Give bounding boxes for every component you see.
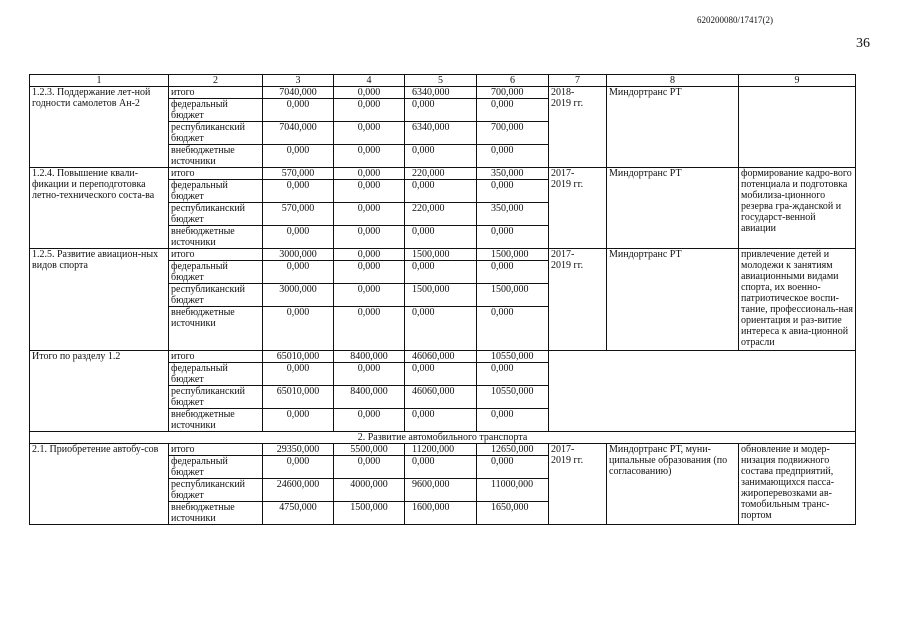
year-2018-cell: 0,000 [405, 409, 477, 432]
year-2017-cell: 0,000 [334, 261, 405, 284]
funding-source-cell: внебюджетные источники [169, 409, 263, 432]
header-cell: 7 [549, 75, 607, 87]
year-2017-cell: 0,000 [334, 180, 405, 203]
year-2018-cell: 0,000 [405, 180, 477, 203]
year-2017-cell: 0,000 [334, 99, 405, 122]
year-2017-cell: 4000,000 [334, 479, 405, 502]
year-2018-cell: 220,000 [405, 168, 477, 180]
year-2017-cell: 8400,000 [334, 386, 405, 409]
year-2017-cell: 0,000 [334, 226, 405, 249]
year-2017-cell: 0,000 [334, 409, 405, 432]
header-cell: 3 [263, 75, 334, 87]
year-2019-cell: 0,000 [477, 307, 549, 351]
executor-cell: Миндортранс РТ [607, 87, 739, 168]
period-cell: 2017- 2019 гг. [549, 168, 607, 249]
year-2019-cell: 0,000 [477, 180, 549, 203]
period-cell: 2017- 2019 гг. [549, 249, 607, 351]
funding-source-cell: республиканский бюджет [169, 122, 263, 145]
table-row [30, 351, 856, 363]
table-row [30, 444, 856, 456]
year-2019-cell: 350,000 [477, 203, 549, 226]
year-2017-cell: 0,000 [334, 363, 405, 386]
total-amount-cell: 65010,000 [263, 386, 334, 409]
year-2017-cell: 0,000 [334, 168, 405, 180]
year-2017-cell: 8400,000 [334, 351, 405, 363]
document-number: 620200080/17417(2) [697, 15, 773, 25]
year-2018-cell: 9600,000 [405, 479, 477, 502]
funding-source-cell: федеральный бюджет [169, 99, 263, 122]
total-amount-cell: 0,000 [263, 409, 334, 432]
table-row [30, 249, 856, 261]
total-amount-cell: 0,000 [263, 261, 334, 284]
header-cell: 5 [405, 75, 477, 87]
measure-name-cell: 1.2.3. Поддержание лет-ной годности самолетов Ан-2 [30, 87, 169, 168]
year-2019-cell: 1650,000 [477, 502, 549, 525]
measure-name-cell: Итого по разделу 1.2 [30, 351, 169, 432]
funding-source-cell: внебюджетные источники [169, 502, 263, 525]
total-amount-cell: 7040,000 [263, 122, 334, 145]
total-amount-cell: 7040,000 [263, 87, 334, 99]
period-cell: 2017- 2019 гг. [549, 444, 607, 525]
year-2018-cell: 0,000 [405, 307, 477, 351]
funding-source-cell: республиканский бюджет [169, 386, 263, 409]
total-amount-cell: 0,000 [263, 456, 334, 479]
year-2019-cell: 350,000 [477, 168, 549, 180]
total-amount-cell: 29350,000 [263, 444, 334, 456]
total-amount-cell: 3000,000 [263, 249, 334, 261]
year-2018-cell: 0,000 [405, 145, 477, 168]
year-2018-cell: 0,000 [405, 226, 477, 249]
year-2019-cell: 0,000 [477, 226, 549, 249]
year-2018-cell: 0,000 [405, 456, 477, 479]
funding-source-cell: республиканский бюджет [169, 479, 263, 502]
year-2018-cell: 46060,000 [405, 386, 477, 409]
year-2018-cell: 46060,000 [405, 351, 477, 363]
empty-cell [549, 351, 856, 432]
result-cell: привлечение детей и молодежи к занятиям авиационными видами спорта, их военно-патриотическое воспи-тание, профессиональ-ная ориентация и раз-витие интереса к авиа-ционной отрасли [739, 249, 856, 351]
year-2019-cell: 0,000 [477, 261, 549, 284]
header-cell: 6 [477, 75, 549, 87]
total-amount-cell: 65010,000 [263, 351, 334, 363]
total-amount-cell: 0,000 [263, 180, 334, 203]
total-amount-cell: 570,000 [263, 203, 334, 226]
year-2017-cell: 5500,000 [334, 444, 405, 456]
year-2017-cell: 0,000 [334, 122, 405, 145]
funding-source-cell: итого [169, 351, 263, 363]
year-2018-cell: 1600,000 [405, 502, 477, 525]
year-2018-cell: 0,000 [405, 363, 477, 386]
funding-source-cell: внебюджетные источники [169, 307, 263, 351]
year-2017-cell: 0,000 [334, 284, 405, 307]
year-2019-cell: 0,000 [477, 99, 549, 122]
year-2018-cell: 1500,000 [405, 284, 477, 307]
funding-source-cell: федеральный бюджет [169, 261, 263, 284]
year-2019-cell: 0,000 [477, 456, 549, 479]
table-row [30, 168, 856, 180]
funding-source-cell: итого [169, 168, 263, 180]
executor-cell: Миндортранс РТ, муни-ципальные образования (по согласованию) [607, 444, 739, 525]
funding-source-cell: внебюджетные источники [169, 226, 263, 249]
year-2019-cell: 10550,000 [477, 386, 549, 409]
year-2017-cell: 0,000 [334, 87, 405, 99]
total-amount-cell: 0,000 [263, 145, 334, 168]
header-cell: 4 [334, 75, 405, 87]
total-amount-cell: 0,000 [263, 363, 334, 386]
header-cell: 8 [607, 75, 739, 87]
year-2019-cell: 0,000 [477, 409, 549, 432]
funding-source-cell: итого [169, 444, 263, 456]
year-2019-cell: 0,000 [477, 145, 549, 168]
executor-cell: Миндортранс РТ [607, 168, 739, 249]
header-row [30, 75, 856, 87]
funding-source-cell: федеральный бюджет [169, 180, 263, 203]
total-amount-cell: 24600,000 [263, 479, 334, 502]
year-2019-cell: 700,000 [477, 87, 549, 99]
page-number: 36 [856, 36, 870, 51]
result-cell [739, 87, 856, 168]
year-2017-cell: 1500,000 [334, 502, 405, 525]
header-cell: 2 [169, 75, 263, 87]
section-title: 2. Развитие автомобильного транспорта [30, 432, 856, 444]
period-cell: 2018- 2019 гг. [549, 87, 607, 168]
year-2019-cell: 11000,000 [477, 479, 549, 502]
funding-source-cell: республиканский бюджет [169, 284, 263, 307]
header-cell: 1 [30, 75, 169, 87]
year-2018-cell: 1500,000 [405, 249, 477, 261]
total-amount-cell: 0,000 [263, 307, 334, 351]
program-table [29, 74, 856, 525]
total-amount-cell: 3000,000 [263, 284, 334, 307]
result-cell: формирование кадро-вого потенциала и подготовка мобилиза-ционного резерва гра-жданской и государст-венной авиации [739, 168, 856, 249]
year-2017-cell: 0,000 [334, 249, 405, 261]
funding-source-cell: федеральный бюджет [169, 363, 263, 386]
funding-source-cell: федеральный бюджет [169, 456, 263, 479]
funding-source-cell: итого [169, 87, 263, 99]
funding-source-cell: республиканский бюджет [169, 203, 263, 226]
year-2018-cell: 6340,000 [405, 122, 477, 145]
year-2019-cell: 0,000 [477, 363, 549, 386]
funding-source-cell: внебюджетные источники [169, 145, 263, 168]
total-amount-cell: 570,000 [263, 168, 334, 180]
year-2017-cell: 0,000 [334, 145, 405, 168]
year-2017-cell: 0,000 [334, 307, 405, 351]
total-amount-cell: 0,000 [263, 99, 334, 122]
year-2017-cell: 0,000 [334, 203, 405, 226]
header-cell: 9 [739, 75, 856, 87]
funding-source-cell: итого [169, 249, 263, 261]
measure-name-cell: 2.1. Приобретение автобу-сов [30, 444, 169, 525]
year-2019-cell: 700,000 [477, 122, 549, 145]
year-2018-cell: 0,000 [405, 261, 477, 284]
year-2018-cell: 0,000 [405, 99, 477, 122]
year-2018-cell: 11200,000 [405, 444, 477, 456]
total-amount-cell: 4750,000 [263, 502, 334, 525]
measure-name-cell: 1.2.4. Повышение квали-фикации и переподготовка летно-технического соста-ва [30, 168, 169, 249]
table-row [30, 87, 856, 99]
year-2018-cell: 6340,000 [405, 87, 477, 99]
section-title-row [30, 432, 856, 444]
year-2019-cell: 12650,000 [477, 444, 549, 456]
executor-cell: Миндортранс РТ [607, 249, 739, 351]
measure-name-cell: 1.2.5. Развитие авиацион-ных видов спорта [30, 249, 169, 351]
year-2019-cell: 10550,000 [477, 351, 549, 363]
year-2017-cell: 0,000 [334, 456, 405, 479]
total-amount-cell: 0,000 [263, 226, 334, 249]
result-cell: обновление и модер-низация подвижного состава предприятий, занимающихся пасса-жироперевозками ав-томобильным транс-портом [739, 444, 856, 525]
year-2019-cell: 1500,000 [477, 249, 549, 261]
year-2018-cell: 220,000 [405, 203, 477, 226]
year-2019-cell: 1500,000 [477, 284, 549, 307]
